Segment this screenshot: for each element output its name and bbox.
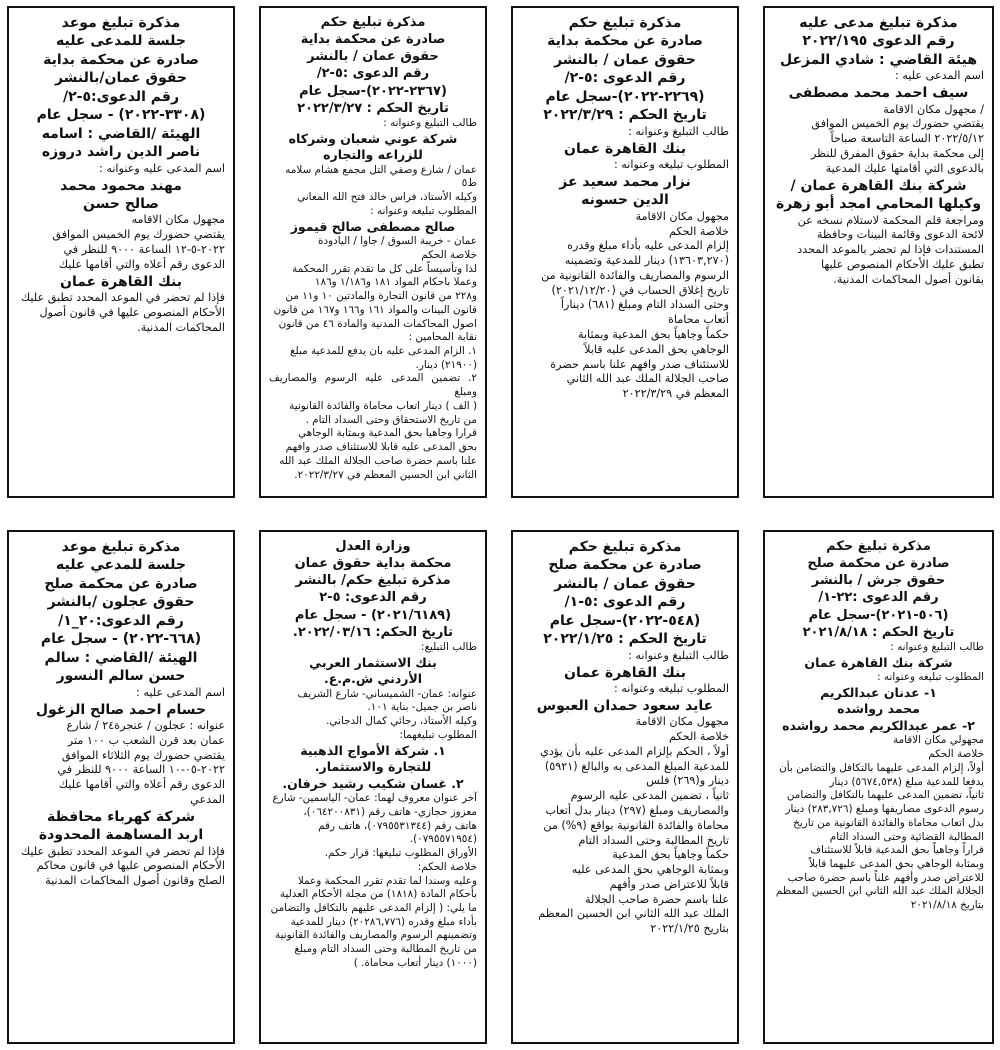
notice-line: إلى محكمة بداية حقوق المفرق للنظر: [810, 147, 984, 160]
notice-line: خلاصة الحكم: [668, 730, 729, 744]
notice-line: إلزام المدعى عليه بأداء مبلغ وقدره: [567, 239, 729, 253]
notice-line: للاعتراض صدر وأفهم علناً باسم حضرة صاحب: [787, 871, 984, 884]
notice-line: طالب التبليغ:: [420, 640, 477, 653]
notice-line: صادرة عن محكمة صلح: [807, 556, 950, 572]
notice-line: وكيلها المحامي امجد أبو زهرة: [775, 196, 982, 213]
notice-line: من تاريخ الاستحقاق وحتى السداد التام .: [305, 413, 477, 426]
notice-line: بأحكام المادة (١٨١٨) من مجلة الأحكام العدلية: [279, 888, 477, 901]
notice-line: رقم الدعوى ٢٠٢٢/١٩٥: [802, 33, 955, 50]
notice-line: المطالبة القضائية وحتى السداد التام: [829, 830, 984, 843]
notice-line: يقتضي حضورك يوم الخميس الموافق: [811, 117, 984, 131]
notice-line: عمان بعد قرن الشعب ب ١٠٠ متر: [67, 733, 225, 747]
notice-line: ناصر الدين راشد دروزه: [41, 144, 201, 161]
notice-line: الأحكام المنصوص عليها في قانون أصول: [39, 305, 225, 319]
notice-line: طالب التبليغ وعنوانه :: [628, 124, 729, 138]
notice-line: الرسوم والمصاريف والفائدة القانونية من: [541, 268, 729, 282]
notice-line: رقم الدعوى :٥-٢/: [564, 70, 686, 87]
notice-line: رسوم الدعوى مصاريفها ومبلغ (٢٨٣,٧٢٦) دينار: [785, 803, 984, 816]
notice-line: وبمثابة الوجاهي بحق المدعى عليهما قابلاً: [809, 858, 984, 871]
notice-line: بأداء مبلغ وقدره (٢٠٢٨٦,٧٧٦) دينار للمدعية: [290, 915, 477, 928]
notice-line: محكمة بداية حقوق عمان: [294, 556, 452, 572]
notice-line: الهيئة /القاضي : اسامه: [41, 125, 201, 142]
notice-line: صادرة عن محكمة صلح: [548, 557, 702, 574]
notice-line: حقوق عجلون /بالنشر: [47, 594, 195, 611]
notice-line: تاريخ الحكم: ٢٠٢٢/٠٣/١٦.: [292, 624, 454, 640]
notice-line: ٢. تضمين المدعى عليه الرسوم والمصاريف ومبلغ: [269, 372, 477, 399]
notice-line: طالب التبليغ وعنوانه :: [890, 640, 984, 653]
notice-line: مجهول مكان الاقامه: [131, 213, 225, 227]
notice-line: للتجارة والاستثمار.: [314, 759, 432, 775]
notice-line: ٢. غسان شكيب رشيد خرفان.: [282, 775, 464, 791]
notice-line: بنك القاهرة عمان: [564, 140, 686, 157]
notice-line: والمصاريف ومبلغ (٢٩٧) دينار بدل أتعاب: [545, 804, 729, 817]
notice-judgment-amman-first-instance-2367: [259, 6, 487, 498]
notice-line: بنك الاستثمار العربي: [309, 654, 437, 670]
notice-line: شركة كهرباء محافظة: [47, 808, 195, 825]
notice-line: شركة بنك القاهرة عمان /: [790, 177, 967, 194]
notice-line: ٢٠٢٢/٥/١٢ الساعة التاسعة صباحاً: [830, 132, 984, 146]
notice-line: آخر عنوان معروف لهما: عمان- الياسمين- شارع: [272, 792, 477, 805]
notice-line: الوجاهي بحق المدعى عليه قابلاً: [584, 342, 729, 356]
notice-line: اربد المساهمة المحدودة: [38, 827, 204, 844]
notice-line: رقم الدعوى: ٥-٢: [319, 590, 427, 606]
notice-judgment-amman-first-instance-2269: [511, 6, 739, 498]
notice-line: للاستئناف صدر وافهم علنا باسم حضرة: [550, 357, 729, 371]
notice-line: (٣٣٠٨-٢٠٢٢) - سجل عام: [36, 107, 206, 124]
notice-line: أولاً، إلزام المدعى عليهما بالتكافل والتضامن بأن: [779, 761, 984, 774]
notice-line: وعليه وسندا لما تقدم تقرر المحكمة وعملا: [297, 874, 477, 887]
notice-body: [773, 538, 984, 913]
notice-line: مجهول مكان الاقامة: [635, 715, 729, 729]
notice-ministry-of-justice-judgment: [259, 530, 487, 1044]
notice-line: عمان / شارع وصفي التل مجمع هشام سلامه ط٥: [285, 163, 477, 190]
notice-line: الأردني ش.م.ع.: [323, 671, 423, 687]
notice-line: مذكرة تبليغ حكم: [568, 15, 682, 31]
notice-body: [521, 538, 729, 937]
notice-line: بنك القاهرة عمان: [564, 664, 686, 681]
notice-line: ناصر بن جميل- بناية ١٠١.: [367, 701, 477, 714]
notice-line: (٢٠٢١/٦١٨٩) - سجل عام: [294, 607, 452, 623]
notice-line: يقتضي حضورك يوم الثلاثاء الموافق: [61, 748, 225, 762]
notice-line: طالب التبليغ وعنوانه :: [383, 116, 477, 129]
notice-line: تطبق عليك الأحكام المنصوص عليها: [820, 257, 984, 271]
notice-line: علنا باسم حضرة صاحب الجلالة الملك عبد الله: [279, 454, 477, 467]
notice-judgment-amman-magistrate-548: [511, 530, 739, 1044]
notice-line: مذكرة تبليغ حكم: [568, 539, 682, 555]
notice-line: صادرة عن محكمة بداية: [300, 32, 446, 48]
notice-line: لذا وتأسيساً على كل ما تقدم تقرر المحكمة: [292, 262, 477, 275]
notice-line: ١. الزام المدعى عليه بان يدفع للمدعية مبلغ: [289, 344, 477, 357]
notice-line: لائحة الدعوى وقائمة البينات وحافظة: [816, 228, 984, 242]
notice-line: صادرة عن محكمة بداية: [43, 51, 199, 68]
notice-line: بقانون أصول المحاكمات المدنية.: [833, 272, 984, 286]
notice-defendant-summons-mafraq: [763, 6, 994, 498]
notice-line: معزوز حجازي- هاتف رقم (٠٦٤٢٠٠٨٣١)،: [303, 805, 477, 818]
notice-line: بدل اتعاب محاماة والفائدة القانونية من تاريخ: [793, 816, 984, 829]
notice-line: رقم الدعوى :٥-٢/: [316, 66, 430, 82]
notice-line: جلسة للمدعي عليه: [56, 557, 186, 574]
notice-line: المطلوب تبليغه وعنوانه :: [370, 204, 477, 217]
notice-line: خلاصة الحكم: [421, 248, 477, 261]
notice-line: (٥٠٦-٢٠٢١)-سجل عام: [808, 607, 949, 623]
notice-line: محمد رواشده: [837, 701, 920, 717]
notice-line: مذكرة تبليغ حكم/ بالنشر: [295, 573, 451, 589]
notice-line: ( الف ) دينار اتعاب محاماة والفائدة القانونية: [289, 399, 477, 412]
notice-line: حسام احمد صالح الزغول: [35, 701, 207, 718]
notice-line: صادرة عن محكمة صلح: [44, 575, 198, 592]
notice-line: المطلوب تبليغهما:: [399, 728, 477, 741]
notice-line: نزار محمد سعيد عز: [559, 173, 691, 190]
notice-line: هاتف رقم (٠٧٩٥٥٣١٣٤٤)، هاتف رقم: [318, 819, 477, 832]
notice-line: (٦٦٨-٢٠٢٢) - سجل عام: [40, 631, 202, 648]
notice-line: المطلوب تبليغه وعنوانه :: [613, 682, 729, 696]
notice-line: مهند محمود محمد: [60, 177, 182, 194]
notice-line: صادرة عن محكمة بداية: [547, 33, 703, 50]
notice-line: وبمثابة الوجاهي بحق المدعى عليه: [571, 863, 729, 877]
notice-line: عنوانه: عمان- الشميساني- شارع الشريف: [297, 687, 477, 700]
notice-line: ٢٠٢٢-٥-١٢ الساعة ٩٠٠٠ للنظر في: [63, 243, 225, 257]
notice-line: ١- عدنان عبدالكريم: [820, 684, 937, 700]
notice-line: بحق المدعى عليه قابلا للاستئناف صدر وافهم: [285, 441, 477, 454]
notice-line: وتضمينهم الرسوم والمصاريف والفائدة القانونية: [275, 929, 477, 942]
notice-line: مذكرة تبليغ حكم: [320, 15, 426, 30]
notice-line: شركة بنك القاهرة عمان: [804, 654, 953, 670]
notice-line: خلاصة الحكم:: [417, 860, 477, 873]
notice-line: المستندات فإذا لم تحضر بالموعد المحدد: [797, 243, 984, 257]
notice-line: حكماً وجاهياً بحق المدعية: [612, 848, 729, 862]
notice-line: خلاصة الحكم: [928, 748, 984, 761]
notice-line: رقم الدعوى :٥-١/: [564, 594, 686, 611]
notice-line: بالدعوى التي أقامتها عليك المدعية: [825, 161, 984, 175]
notice-line: (١٣٦٠٣,٢٧٠) دينار للمدعية وتضمينه: [564, 254, 729, 268]
notice-line: فإذا لم تحضر في الموعد المحدد تطبق عليك: [20, 844, 225, 858]
notice-line: (١٠٠٠) دينار أتعاب محاماة. ): [353, 956, 477, 969]
notice-line: أتعاب محاماة: [667, 313, 729, 327]
notice-line: اسم المدعى عليه وعنوانه :: [99, 161, 225, 175]
notice-line: للزراعه والتجاره: [323, 147, 423, 163]
notice-line: الملك عبد الله الثاني ابن الحسين المعظم: [538, 907, 729, 921]
notice-line: ١. شركة الأمواج الذهبية: [300, 742, 446, 758]
notice-line: حقوق عمان / بالنشر: [307, 49, 439, 65]
notice-line: بتاريخ ٢٠٢١/٨/١٨: [910, 899, 984, 912]
notice-line: حقوق جرش / بالنشر: [811, 573, 946, 589]
notice-hearing-amman-first-instance: [7, 6, 235, 498]
notice-line: قابلاً للاعتراض صدر وأفهم: [609, 877, 729, 891]
notice-line: (٢٣٦٧-٢٠٢٢)-سجل عام: [299, 83, 447, 99]
notice-line: الهيئة /القاضي : سالم: [44, 649, 198, 666]
notice-line: مجهولي مكان الاقامة: [892, 734, 984, 747]
notice-body: [269, 538, 477, 971]
notice-line: (٢١٩٠٠) دينار.: [415, 358, 477, 371]
notice-line: الدعوى رقم أعلاه والتي أقامها عليك: [58, 257, 225, 271]
notice-line: اسم المدعى عليه :: [895, 69, 984, 83]
notice-line: صالح حسن: [83, 196, 159, 212]
notice-line: تاريخ الحكم : ٢٠٢٢/١/٢٥: [543, 631, 707, 648]
notice-line: الدعوى رقم أعلاه والتي أقامها عليك: [58, 778, 225, 792]
notice-line: المطلوب تبليغه وعنوانه :: [877, 671, 984, 684]
notice-line: محاماة والفائدة القانونية بواقع (٩%) من: [543, 818, 729, 832]
notice-line: مجهول مكان الاقامة: [635, 209, 729, 223]
notice-line: وعملا باحكام المواد ١٨١ و١/١٨٦ و١٨٦: [314, 276, 477, 289]
notice-line: للمدعية المبلغ المدعى به والبالغ (٥٩٢١): [544, 759, 729, 773]
notice-body: [17, 14, 225, 335]
notice-line: صاحب الجلالة الملك عبد الله الثاني: [566, 372, 729, 386]
notice-line: صالح مصطفى صالح قيموز: [290, 218, 456, 234]
notice-line: قراراً وجاهياً بحق المدعية قابلاً للاستئناف: [810, 844, 984, 857]
notice-line: الثاني ابن الحسين المعظم في ٢٠٢٢/٣/٢٧.: [294, 468, 477, 481]
notice-line: اصول المحاكمات المدنية والمادة ٤٦ من قانون: [278, 317, 477, 330]
notice-line: أولاً ، الحكم بإلزام المدعى عليه بأن يؤدي: [540, 744, 729, 758]
notice-line: / مجهول مكان الاقامة: [883, 102, 984, 116]
notice-line: نقابة المحامين :: [408, 331, 477, 344]
notice-line: شركة عوني شعبان وشركاه: [288, 130, 458, 146]
notice-line: رقم الدعوى:٥-٢/: [62, 88, 180, 105]
notice-line: ٢٠٢٢-٠٥-١٠ الساعة ٩٠٠٠ للنظر في: [57, 763, 225, 777]
notice-line: من تاريخ المطالبة وحتى السداد التام ومبلغ: [294, 943, 477, 956]
notice-line: (٢٢٦٩-٢٠٢٢)-سجل عام: [545, 88, 705, 105]
notice-line: حقوق عمان/بالنشر: [54, 70, 188, 87]
notice-line: تاريخ إغلاق الحساب في (٢٠٢١/١٢/٢٠): [551, 283, 729, 297]
notice-line: بتاريخ ٢٠٢٢/١/٢٥: [650, 922, 729, 936]
notice-line: ٢- عمر عبدالكريم محمد رواشده: [782, 717, 975, 733]
notice-line: و٢٢٨ من قانون التجارة والمادتين ١٠ و١١ من: [285, 290, 477, 303]
notice-line: الأوراق المطلوب تبليغها: قرار حكم.: [324, 847, 477, 860]
notice-line: (٥٤٨-٢٠٢٢)-سجل عام: [549, 612, 701, 629]
notice-line: ثانياً، تضمين المدعى عليهما بالتكافل والتضامن: [786, 789, 984, 802]
notice-line: حقوق عمان / بالنشر: [554, 575, 696, 592]
notice-line: (٠٧٩٥٥٧١٩٥٤).: [409, 833, 477, 846]
notice-line: وكيله الأستاذ، رجائي كمال الدجاني.: [326, 715, 477, 728]
notice-line: تاريخ المطالبة وحتى السداد التام: [578, 833, 729, 847]
notice-line: هيئة القاضي : شادي المزعل: [779, 51, 978, 68]
notice-line: الجلالة الملك عبد الله الثاني ابن الحسين المعظم: [775, 885, 984, 898]
notice-line: عمان - خريبة السوق / جاوا / اليادودة: [318, 235, 477, 248]
notice-line: يدفعا للمدعية مبلغ (٥٦٧٤,٥٣٨) دينار: [829, 775, 984, 788]
notice-line: وكيله الأستاذ، فراس خالد فتح الله المعاني: [297, 191, 477, 204]
notice-line: حكماً وجاهياً بحق المدعية وبمثابة: [577, 328, 729, 342]
notice-hearing-ajloun-magistrate: [7, 530, 235, 1044]
notice-body: [269, 14, 477, 482]
notice-line: المعظم في ٢٠٢٢/٣/٢٩: [622, 387, 729, 401]
notice-line: مذكرة تبليغ حكم: [826, 539, 931, 554]
notice-line: علنا باسم حضرة صاحب الجلالة: [584, 892, 729, 906]
notice-line: الأحكام المنصوص عليها في قانون محاكم: [36, 859, 225, 873]
notice-line: المحاكمات المدنية.: [137, 320, 225, 334]
notice-line: يقتضي حضورك يوم الخميس الموافق: [52, 228, 225, 242]
notice-line: قرارا وجاهيا بحق المدعية وبمثابة الوجاهي: [298, 427, 477, 440]
notice-line: بنك القاهرة عمان: [60, 273, 182, 290]
notice-line: المدعي: [190, 792, 225, 806]
notice-line: الصلح وقانون أصول المحاكمات المدنية: [45, 874, 225, 888]
notice-line: مذكرة تبليغ موعد: [61, 539, 181, 555]
notice-line: الدين حسونه: [581, 192, 669, 209]
notice-body: [773, 14, 984, 287]
notice-line: رقم الدعوى:٢٠_١/: [58, 612, 184, 629]
notice-line: عنوانه : عجلون / عنجرة٢٤ / شارع: [66, 719, 225, 732]
notice-line: خلاصة الحكم: [668, 224, 729, 238]
notice-line: ما يلي: ( إلزام المدعى عليهم بالتكافل والتضامن: [270, 901, 477, 914]
notice-line: طالب التبليغ وعنوانه :: [628, 648, 729, 662]
notice-line: وزارة العدل: [335, 539, 411, 554]
notice-line: جلسة للمدعى عليه: [56, 33, 186, 50]
notice-line: مذكرة تبليغ مدعى عليه: [799, 15, 958, 31]
notice-judgment-jerash-magistrate: [763, 530, 994, 1044]
notice-line: قانون البينات والمواد ١٦١ و١٦٦ و١٦٧ من قانون: [273, 303, 477, 316]
notice-line: المطلوب تبليغه وعنوانه :: [613, 158, 729, 172]
notice-line: رقم الدعوى :٢٢-١/: [818, 590, 939, 606]
notice-line: ومراجعة قلم المحكمة لاستلام نسخه عن: [797, 213, 984, 227]
notice-body: [17, 538, 225, 889]
notice-line: تاريخ الحكم : ٢٠٢٢/٣/٢٧: [297, 100, 449, 116]
notice-line: تاريخ الحكم : ٢٠٢١/٨/١٨: [802, 624, 955, 640]
notice-line: اسم المدعى عليه :: [136, 685, 225, 699]
notice-line: وحتى السداد التام ومبلغ (٦٨١) ديناراً: [560, 298, 729, 312]
notice-line: سيف احمد محمد مصطفى: [788, 85, 969, 102]
notice-line: فإذا لم تحضر في الموعد المحدد تطبق عليك: [20, 291, 225, 305]
notice-line: حقوق عمان / بالنشر: [554, 51, 696, 68]
notice-line: ثانياً ، تضمين المدعى عليه الرسوم: [570, 789, 729, 803]
notice-body: [521, 14, 729, 402]
notice-line: تاريخ الحكم : ٢٠٢٢/٣/٢٩: [543, 107, 707, 124]
notice-line: عايد سعود حمدان العبوس: [536, 697, 714, 714]
notice-line: حسن سالم النسور: [56, 668, 186, 685]
notice-line: دينار و(٢٦٩) فلس: [646, 774, 729, 788]
notice-line: مذكرة تبليغ موعد: [61, 15, 181, 31]
